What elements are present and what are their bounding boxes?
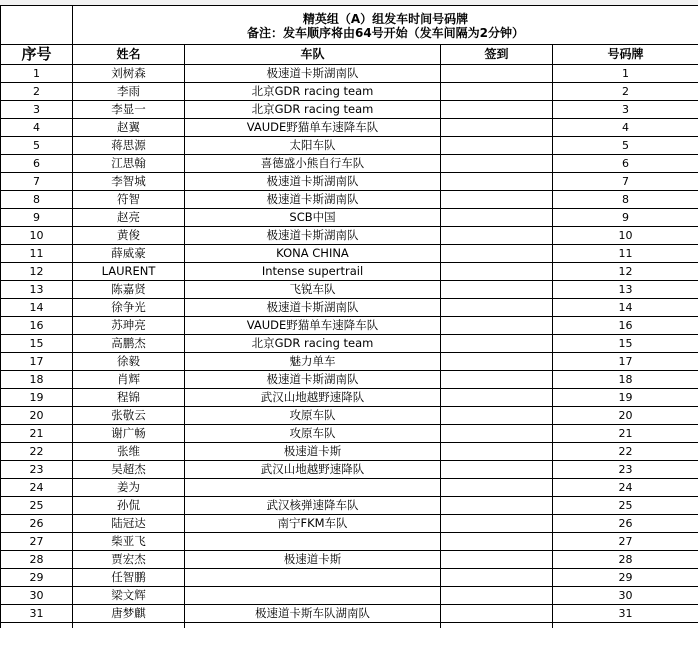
name-cell[interactable]: 薛威豪 (73, 245, 185, 263)
table-row (1, 191, 698, 209)
bib-cell[interactable]: 21 (553, 425, 698, 443)
signin-cell[interactable] (441, 281, 553, 299)
team-cell[interactable]: 太阳车队 (185, 137, 441, 155)
bib-cell[interactable]: 31 (553, 605, 698, 623)
seq-cell[interactable]: 13 (1, 281, 73, 299)
name-cell[interactable]: 姜为 (73, 479, 185, 497)
signin-cell[interactable] (441, 569, 553, 587)
seq-cell[interactable]: 27 (1, 533, 73, 551)
table-row (1, 515, 698, 533)
signin-cell[interactable] (441, 479, 553, 497)
name-cell[interactable]: 任智鹏 (73, 569, 185, 587)
bib-cell[interactable]: 3 (553, 101, 698, 119)
seq-cell[interactable]: 15 (1, 335, 73, 353)
table-row (1, 65, 698, 83)
name-cell[interactable]: 刘树森 (73, 65, 185, 83)
table-row (1, 299, 698, 317)
team-cell[interactable]: 北京GDR racing team (185, 335, 441, 353)
team-cell[interactable]: 喜德盛小熊自行车队 (185, 155, 441, 173)
seq-cell[interactable]: 10 (1, 227, 73, 245)
signin-cell[interactable] (441, 209, 553, 227)
name-cell[interactable]: 赵亮 (73, 209, 185, 227)
empty-cell[interactable] (1, 623, 73, 629)
seq-cell[interactable]: 8 (1, 191, 73, 209)
name-cell[interactable]: 柴亚飞 (73, 533, 185, 551)
bib-cell[interactable]: 20 (553, 407, 698, 425)
signin-cell[interactable] (441, 317, 553, 335)
signin-cell[interactable] (441, 299, 553, 317)
signin-cell[interactable] (441, 461, 553, 479)
table-row (1, 227, 698, 245)
team-cell[interactable]: SCB中国 (185, 209, 441, 227)
table-row (1, 443, 698, 461)
signin-cell[interactable] (441, 137, 553, 155)
signin-cell[interactable] (441, 497, 553, 515)
bib-cell[interactable]: 25 (553, 497, 698, 515)
title-cell[interactable] (73, 6, 698, 45)
team-cell[interactable]: 飞锐车队 (185, 281, 441, 299)
table-row (1, 173, 698, 191)
team-cell[interactable]: 北京GDR racing team (185, 83, 441, 101)
team-cell[interactable]: 北京GDR racing team (185, 101, 441, 119)
table-row (1, 497, 698, 515)
signin-cell[interactable] (441, 533, 553, 551)
seq-cell[interactable]: 4 (1, 119, 73, 137)
seq-cell[interactable]: 16 (1, 317, 73, 335)
bib-cell[interactable]: 23 (553, 461, 698, 479)
table-row (1, 263, 698, 281)
name-cell[interactable]: 陆冠达 (73, 515, 185, 533)
signin-cell[interactable] (441, 389, 553, 407)
name-cell[interactable]: 苏珅亮 (73, 317, 185, 335)
seq-cell[interactable]: 30 (1, 587, 73, 605)
bib-cell[interactable]: 1 (553, 65, 698, 83)
table-row (1, 407, 698, 425)
team-cell[interactable]: 攻原车队 (185, 407, 441, 425)
bib-cell[interactable]: 5 (553, 137, 698, 155)
name-cell[interactable]: 李显一 (73, 101, 185, 119)
seq-cell[interactable]: 31 (1, 605, 73, 623)
team-cell[interactable]: 攻原车队 (185, 425, 441, 443)
name-cell[interactable]: 梁文辉 (73, 587, 185, 605)
empty-cell[interactable] (185, 623, 441, 629)
table-row (1, 389, 698, 407)
signin-cell[interactable] (441, 353, 553, 371)
header-signin[interactable]: 签到 (441, 45, 553, 65)
team-cell[interactable]: VAUDE野猫单车速降车队 (185, 317, 441, 335)
signin-cell[interactable] (441, 551, 553, 569)
seq-cell[interactable]: 6 (1, 155, 73, 173)
header-row (1, 45, 698, 65)
bib-cell[interactable]: 22 (553, 443, 698, 461)
seq-cell[interactable]: 22 (1, 443, 73, 461)
team-cell[interactable]: 极速道卡斯湖南队 (185, 227, 441, 245)
team-cell[interactable]: 极速道卡斯湖南队 (185, 299, 441, 317)
name-cell[interactable]: 李智城 (73, 173, 185, 191)
table-row (1, 281, 698, 299)
seq-cell[interactable]: 23 (1, 461, 73, 479)
table-row (1, 461, 698, 479)
team-cell[interactable] (185, 533, 441, 551)
bib-cell[interactable]: 19 (553, 389, 698, 407)
seq-cell[interactable]: 29 (1, 569, 73, 587)
table-row (1, 605, 698, 623)
bib-cell[interactable]: 4 (553, 119, 698, 137)
table-row (1, 569, 698, 587)
seq-cell[interactable]: 19 (1, 389, 73, 407)
signin-cell[interactable] (441, 425, 553, 443)
empty-cell[interactable] (441, 623, 553, 629)
seq-cell[interactable]: 9 (1, 209, 73, 227)
signin-cell[interactable] (441, 227, 553, 245)
bib-cell[interactable]: 8 (553, 191, 698, 209)
signin-cell[interactable] (441, 191, 553, 209)
seq-cell[interactable]: 17 (1, 353, 73, 371)
bib-cell[interactable]: 15 (553, 335, 698, 353)
name-cell[interactable]: 李雨 (73, 83, 185, 101)
team-cell[interactable]: 极速道卡斯湖南队 (185, 65, 441, 83)
signin-cell[interactable] (441, 173, 553, 191)
team-cell[interactable]: 武汉核弹速降车队 (185, 497, 441, 515)
signin-cell[interactable] (441, 335, 553, 353)
seq-cell[interactable]: 14 (1, 299, 73, 317)
seq-cell[interactable]: 20 (1, 407, 73, 425)
sheet-title: 精英组（A）组发车时间号码牌 (302, 12, 469, 26)
name-cell[interactable]: 孙侃 (73, 497, 185, 515)
team-cell[interactable] (185, 569, 441, 587)
table-row (1, 335, 698, 353)
seq-cell[interactable]: 24 (1, 479, 73, 497)
name-cell[interactable]: 黄俊 (73, 227, 185, 245)
name-cell[interactable]: 陈嘉贤 (73, 281, 185, 299)
seq-cell[interactable]: 2 (1, 83, 73, 101)
signin-cell[interactable] (441, 515, 553, 533)
table-row (1, 209, 698, 227)
header-team[interactable]: 车队 (185, 45, 441, 65)
bib-cell[interactable]: 10 (553, 227, 698, 245)
name-cell[interactable]: 贾宏杰 (73, 551, 185, 569)
bib-cell[interactable]: 7 (553, 173, 698, 191)
next-row-partial (1, 623, 698, 629)
name-cell[interactable]: 徐毅 (73, 353, 185, 371)
team-cell[interactable] (185, 587, 441, 605)
bib-cell[interactable]: 11 (553, 245, 698, 263)
table-row (1, 155, 698, 173)
table-row (1, 245, 698, 263)
name-cell[interactable]: 肖辉 (73, 371, 185, 389)
name-cell[interactable]: 程锦 (73, 389, 185, 407)
seq-cell[interactable]: 26 (1, 515, 73, 533)
header-seq[interactable]: 序号 (1, 45, 73, 65)
name-cell[interactable]: 高鹏杰 (73, 335, 185, 353)
signin-cell[interactable] (441, 587, 553, 605)
bib-cell[interactable]: 12 (553, 263, 698, 281)
team-cell[interactable]: 极速道卡斯湖南队 (185, 191, 441, 209)
team-cell[interactable]: 魅力单车 (185, 353, 441, 371)
bib-cell[interactable]: 6 (553, 155, 698, 173)
table-row (1, 353, 698, 371)
seq-cell[interactable]: 21 (1, 425, 73, 443)
bib-cell[interactable]: 29 (553, 569, 698, 587)
seq-cell[interactable]: 28 (1, 551, 73, 569)
signin-cell[interactable] (441, 155, 553, 173)
signin-cell[interactable] (441, 119, 553, 137)
team-cell[interactable]: 武汉山地越野速降队 (185, 461, 441, 479)
team-cell[interactable]: Intense supertrail (185, 263, 441, 281)
bib-cell[interactable]: 14 (553, 299, 698, 317)
name-cell[interactable]: LAURENT (73, 263, 185, 281)
seq-cell[interactable]: 18 (1, 371, 73, 389)
table-row (1, 587, 698, 605)
table-row (1, 119, 698, 137)
team-cell[interactable]: 南宁FKM车队 (185, 515, 441, 533)
bib-cell[interactable]: 13 (553, 281, 698, 299)
sheet-note: 备注：发车顺序将由64号开始（发车间隔为2分钟） (246, 26, 525, 40)
signin-cell[interactable] (441, 605, 553, 623)
bib-cell[interactable]: 30 (553, 587, 698, 605)
bib-cell[interactable]: 28 (553, 551, 698, 569)
name-cell[interactable]: 张维 (73, 443, 185, 461)
table-row (1, 425, 698, 443)
empty-cell[interactable] (553, 623, 698, 629)
blank-corner-cell[interactable] (1, 6, 73, 45)
header-bib[interactable]: 号码牌 (553, 45, 698, 65)
team-cell[interactable]: 极速道卡斯 (185, 443, 441, 461)
table-row (1, 83, 698, 101)
signin-cell[interactable] (441, 371, 553, 389)
table-row (1, 101, 698, 119)
table-row (1, 551, 698, 569)
empty-cell[interactable] (73, 623, 185, 629)
table-row (1, 317, 698, 335)
team-cell[interactable]: 武汉山地越野速降队 (185, 389, 441, 407)
bib-cell[interactable]: 24 (553, 479, 698, 497)
seq-cell[interactable]: 3 (1, 101, 73, 119)
team-cell[interactable]: VAUDE野猫单车速降车队 (185, 119, 441, 137)
table-row (1, 137, 698, 155)
title-row (1, 6, 698, 45)
signin-cell[interactable] (441, 443, 553, 461)
signin-cell[interactable] (441, 407, 553, 425)
name-cell[interactable]: 唐梦麒 (73, 605, 185, 623)
signin-cell[interactable] (441, 245, 553, 263)
seq-cell[interactable]: 5 (1, 137, 73, 155)
name-cell[interactable]: 江思翰 (73, 155, 185, 173)
table-row (1, 479, 698, 497)
signin-cell[interactable] (441, 263, 553, 281)
bib-cell[interactable]: 2 (553, 83, 698, 101)
table-row (1, 533, 698, 551)
name-cell[interactable]: 符智 (73, 191, 185, 209)
bib-cell[interactable]: 27 (553, 533, 698, 551)
team-cell[interactable]: 极速道卡斯湖南队 (185, 371, 441, 389)
name-cell[interactable]: 徐争光 (73, 299, 185, 317)
start-list-table (0, 5, 698, 628)
bib-cell[interactable]: 18 (553, 371, 698, 389)
signin-cell[interactable] (441, 101, 553, 119)
bib-cell[interactable]: 16 (553, 317, 698, 335)
team-cell[interactable] (185, 479, 441, 497)
name-cell[interactable]: 吴超杰 (73, 461, 185, 479)
bib-cell[interactable]: 9 (553, 209, 698, 227)
name-cell[interactable]: 谢广畅 (73, 425, 185, 443)
name-cell[interactable]: 蒋思源 (73, 137, 185, 155)
name-cell[interactable]: 张敬云 (73, 407, 185, 425)
team-cell[interactable]: 极速道卡斯湖南队 (185, 173, 441, 191)
seq-cell[interactable]: 1 (1, 65, 73, 83)
team-cell[interactable]: 极速道卡斯车队湖南队 (185, 605, 441, 623)
table-row (1, 371, 698, 389)
signin-cell[interactable] (441, 83, 553, 101)
name-cell[interactable]: 赵翼 (73, 119, 185, 137)
bib-cell[interactable]: 17 (553, 353, 698, 371)
seq-cell[interactable]: 7 (1, 173, 73, 191)
team-cell[interactable]: 极速道卡斯 (185, 551, 441, 569)
header-name[interactable]: 姓名 (73, 45, 185, 65)
bib-cell[interactable]: 26 (553, 515, 698, 533)
seq-cell[interactable]: 11 (1, 245, 73, 263)
seq-cell[interactable]: 12 (1, 263, 73, 281)
seq-cell[interactable]: 25 (1, 497, 73, 515)
signin-cell[interactable] (441, 65, 553, 83)
team-cell[interactable]: KONA CHINA (185, 245, 441, 263)
